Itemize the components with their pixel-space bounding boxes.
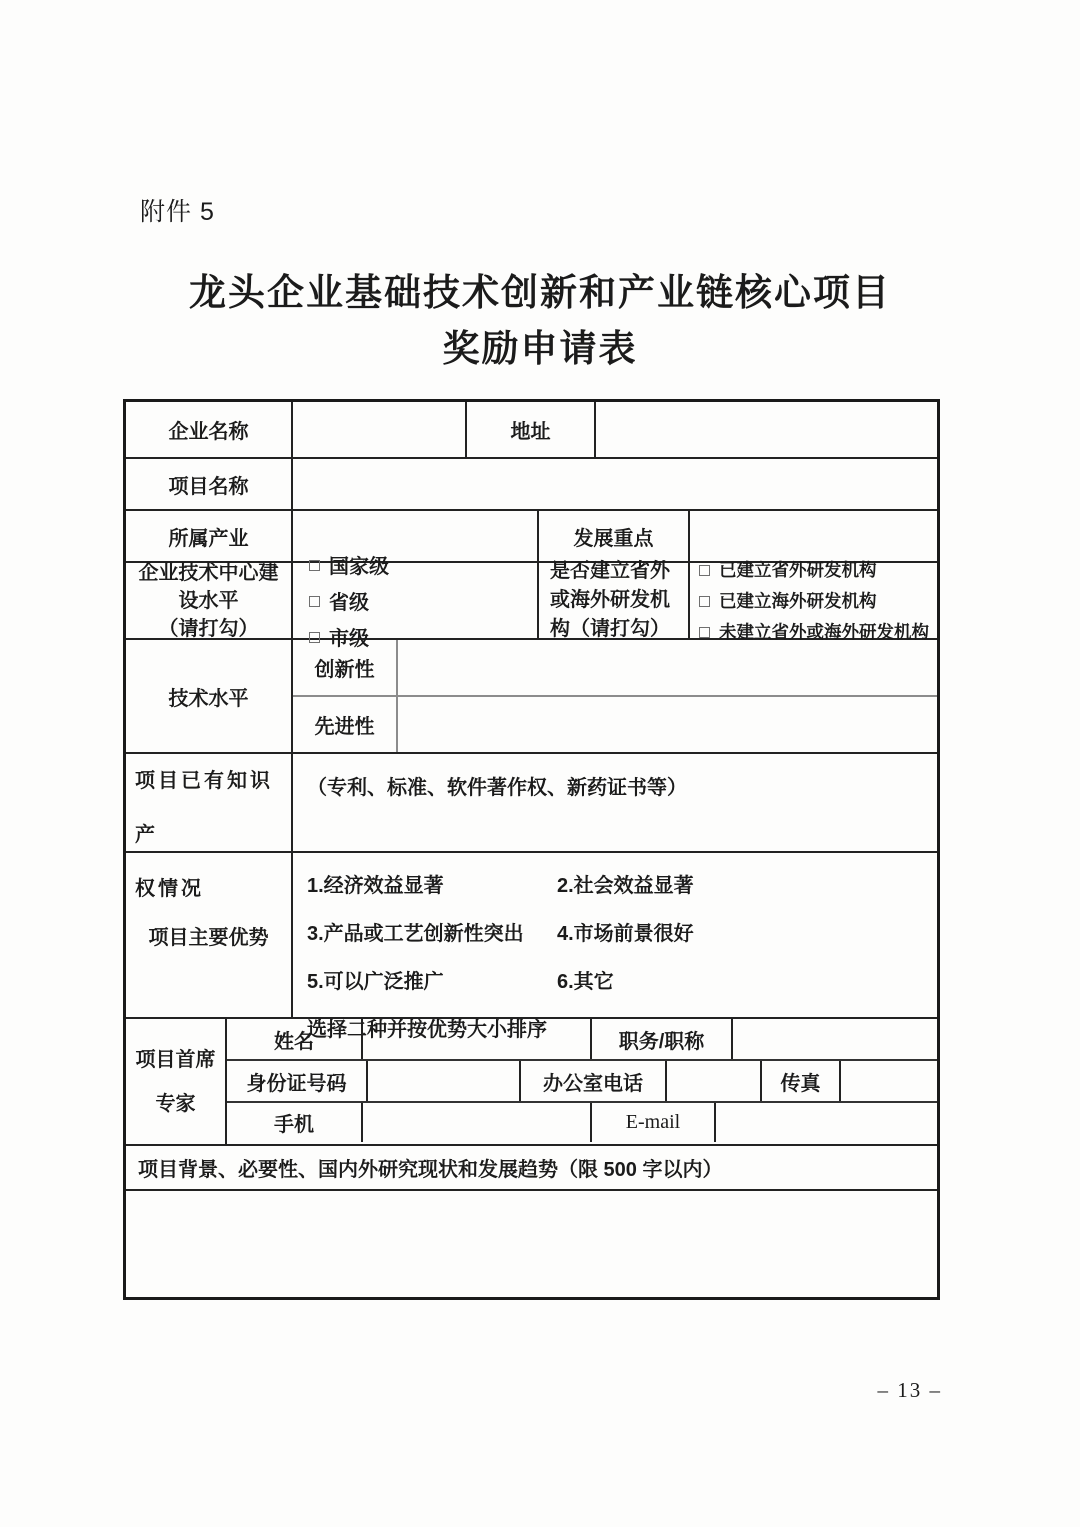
- expert-id-subrow: [227, 1061, 937, 1103]
- ip-status-hint: （专利、标准、软件著作权、新药证书等）: [307, 777, 687, 799]
- expert-office-phone-field: [667, 1061, 762, 1101]
- row-background-content: [126, 1191, 937, 1297]
- company-name-field: [293, 402, 467, 457]
- page-number: – 13 –: [877, 1378, 942, 1402]
- expert-fax-label: 传真: [762, 1061, 841, 1101]
- expert-name-subrow: [227, 1019, 937, 1061]
- tech-level-subtable: [293, 640, 937, 752]
- innovation-field: [398, 640, 937, 695]
- advantage-option-1: 1.经济效益显著: [307, 875, 444, 897]
- expert-office-phone-label: 办公室电话: [521, 1061, 667, 1101]
- ip-status-label-line2: 权情况: [135, 878, 204, 900]
- overseas-rd-label-line1: 是否建立省外: [550, 560, 670, 582]
- advantages-label: 项目主要优势: [126, 853, 293, 1017]
- checkbox-option-has-provincial-rd: [699, 557, 929, 582]
- tech-center-label-line1: 企业技术中心建: [138, 561, 279, 584]
- advantage-option-4: 4.市场前景很好: [557, 923, 694, 945]
- row-project-name: [126, 459, 937, 511]
- checkbox-icon: [699, 596, 710, 607]
- checkbox-icon: [699, 627, 710, 638]
- project-name-field: [293, 459, 937, 509]
- chief-expert-label-line1: 项目首席: [135, 1048, 216, 1071]
- chief-expert-subtable: [227, 1019, 937, 1144]
- row-industry-focus: [126, 511, 937, 563]
- project-name-label: 项目名称: [126, 459, 293, 509]
- ip-status-label: [126, 754, 293, 900]
- row-company-address: [126, 402, 937, 459]
- development-focus-field: [690, 511, 937, 561]
- checkbox-icon: [309, 596, 320, 607]
- option-label: 已建立海外研发机构: [719, 591, 877, 611]
- expert-title-field: [733, 1019, 937, 1059]
- advantage-option-6: 6.其它: [557, 971, 614, 993]
- company-name-label: 企业名称: [126, 402, 293, 457]
- page-title: [0, 266, 1080, 377]
- expert-mobile-subrow: [227, 1103, 937, 1142]
- option-label: 省级: [329, 592, 369, 614]
- expert-id-field: [368, 1061, 521, 1101]
- advantages-content: [293, 853, 937, 1041]
- checkbox-option-national: [309, 550, 389, 579]
- ip-status-label-line1: 项目已有知识产: [135, 770, 273, 846]
- innovation-subrow: [293, 640, 937, 697]
- development-focus-label: 发展重点: [539, 511, 690, 561]
- checkbox-option-provincial: [309, 586, 389, 615]
- overseas-rd-label-line3: 构（请打勾）: [550, 618, 670, 640]
- expert-mobile-field: [363, 1103, 592, 1142]
- industry-label: 所属产业: [126, 511, 293, 561]
- background-content-field: [126, 1191, 937, 1297]
- advantages-note: 选择二种并按优势大小排序: [307, 1019, 547, 1041]
- checkbox-icon: [699, 565, 710, 576]
- expert-name-label: 姓名: [227, 1019, 363, 1059]
- attachment-label: 附件 5: [140, 198, 215, 226]
- tech-center-label-line3: （请打勾）: [158, 617, 259, 640]
- chief-expert-label: [126, 1019, 227, 1144]
- row-chief-expert: [126, 1019, 937, 1146]
- tech-center-label-line2: 设水平: [178, 589, 239, 612]
- expert-name-field: [363, 1019, 592, 1059]
- expert-mobile-label: 手机: [227, 1103, 363, 1142]
- overseas-rd-label: [539, 560, 690, 640]
- overseas-rd-options: [690, 560, 937, 642]
- tech-center-options: [293, 556, 539, 650]
- tech-center-label: [126, 563, 293, 638]
- advancement-label: 先进性: [293, 697, 398, 752]
- row-advantages: [126, 853, 937, 1041]
- expert-title-label: 职务/职称: [592, 1019, 733, 1059]
- option-label: 已建立省外研发机构: [719, 560, 877, 580]
- option-label: 未建立省外或海外研发机构: [719, 622, 929, 642]
- expert-email-field: [716, 1103, 937, 1142]
- background-heading-label: 项目背景、必要性、国内外研究现状和发展趋势（限 500 字以内）: [138, 1159, 723, 1181]
- row-tech-level: [126, 640, 937, 754]
- innovation-label: 创新性: [293, 640, 398, 695]
- row-tech-center: [126, 556, 937, 650]
- checkbox-icon: [309, 632, 320, 643]
- option-label: 市级: [329, 628, 369, 650]
- address-field: [596, 402, 937, 457]
- ip-status-field: [293, 754, 937, 851]
- tech-level-label: 技术水平: [126, 640, 293, 752]
- expert-fax-field: [841, 1061, 937, 1101]
- expert-id-label: 身份证号码: [227, 1061, 368, 1101]
- address-label: 地址: [467, 402, 596, 457]
- application-form-table: [123, 399, 940, 1300]
- advancement-subrow: [293, 697, 937, 752]
- chief-expert-label-line2: 专家: [155, 1092, 196, 1115]
- advantage-option-5: 5.可以广泛推广: [307, 971, 444, 993]
- checkbox-icon: [309, 560, 320, 571]
- checkbox-option-has-overseas-rd: [699, 588, 929, 613]
- advancement-field: [398, 697, 937, 752]
- page-title-line2: 奖励申请表: [442, 328, 638, 370]
- expert-email-label: E-mail: [592, 1103, 716, 1142]
- overseas-rd-label-line2: 或海外研发机: [550, 589, 670, 611]
- option-label: 国家级: [329, 556, 389, 578]
- page-title-line1: 龙头企业基础技术创新和产业链核心项目: [189, 273, 891, 314]
- advantage-option-3: 3.产品或工艺创新性突出: [307, 923, 524, 945]
- row-background-heading: [126, 1146, 937, 1191]
- advantage-option-2: 2.社会效益显著: [557, 875, 694, 897]
